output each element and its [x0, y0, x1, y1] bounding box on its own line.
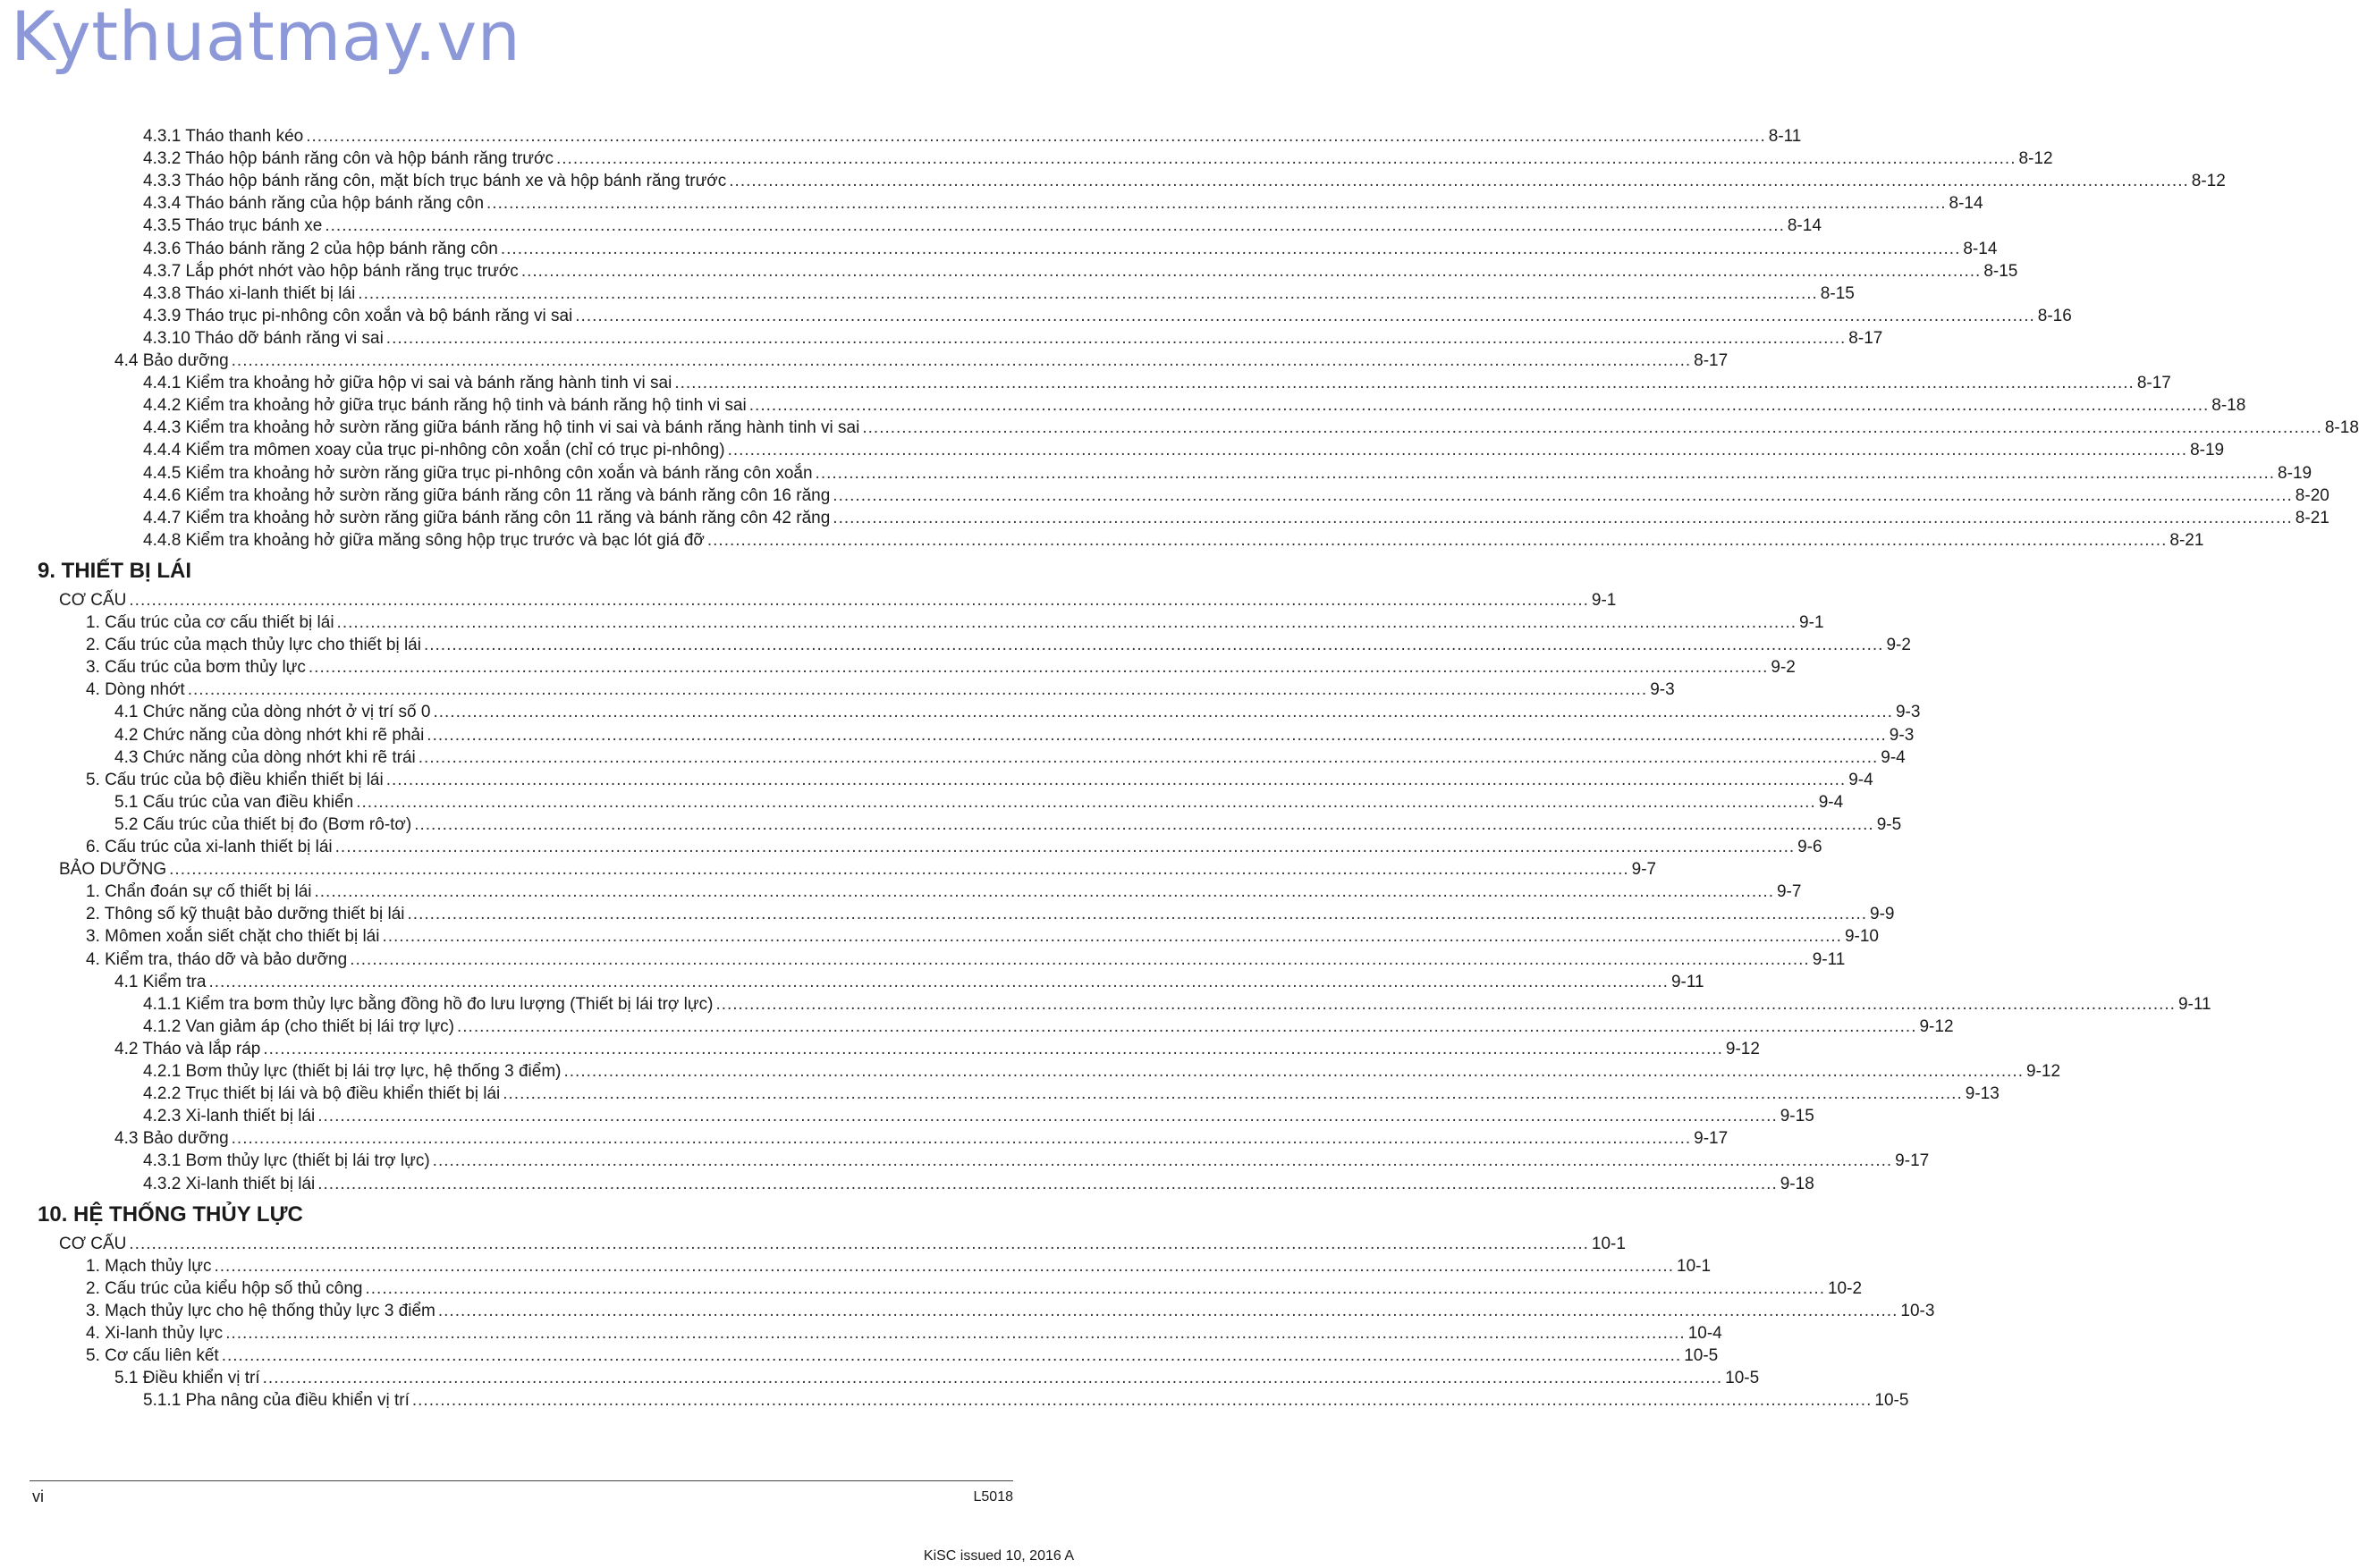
toc-entry[interactable] [86, 837, 1822, 858]
toc-entry-title: 4.3.1 Bơm thủy lực (thiết bị lái trợ lực) [143, 1151, 430, 1171]
toc-entry[interactable] [114, 972, 1704, 993]
toc-entry-page: 10-3 [1900, 1301, 1935, 1320]
dot-leader: .................................................................................................................................................................................................................................................................... [385, 328, 1847, 348]
dot-leader: .................................................................................................................................................................................................................................................................... [225, 1324, 1686, 1343]
toc-entry-title: 1. Cấu trúc của cơ cấu thiết bị lái [86, 613, 334, 632]
toc-entry[interactable] [114, 792, 1844, 814]
toc-entry-page: 9-5 [1876, 814, 1902, 834]
toc-entry-page: 9-6 [1797, 838, 1822, 856]
toc-entry-page: 10-4 [1687, 1324, 1722, 1343]
toc-entry[interactable] [114, 350, 1729, 372]
issued-note: KiSC issued 10, 2016 A [923, 1548, 1074, 1564]
dot-leader: .................................................................................................................................................................................................................................................................... [317, 1107, 1778, 1126]
dot-leader: .................................................................................................................................................................................................................................................................... [208, 972, 1669, 991]
toc-entry[interactable] [143, 1390, 1909, 1412]
dot-leader: .................................................................................................................................................................................................................................................................... [715, 994, 2176, 1014]
toc-entry-page: 9-1 [1591, 590, 1617, 610]
dot-leader: .................................................................................................................................................................................................................................................................... [411, 1391, 1873, 1411]
toc-entry-title: 4.3.3 Tháo hộp bánh răng côn, mặt bích trục bánh xe và hộp bánh răng trước [143, 172, 727, 191]
toc-entry-page: 9-13 [1965, 1084, 2000, 1104]
toc-entry-page: 8-21 [2295, 508, 2329, 527]
toc-entry-page: 9-12 [2026, 1062, 2061, 1081]
toc-entry-title: 4.4.1 Kiểm tra khoảng hở giữa hộp vi sai và bánh răng hành tinh vi sai [143, 374, 672, 393]
toc-entry-page: 10-5 [1684, 1346, 1719, 1366]
toc-entry-title: 4.3 Chức năng của dòng nhớt khi rẽ trái [114, 747, 416, 767]
toc-entry[interactable] [114, 814, 1902, 836]
toc-entry-page: 9-12 [1725, 1039, 1760, 1058]
toc-entry[interactable] [59, 590, 1617, 611]
toc-entry-title: 4.3.9 Tháo trục pi-nhông côn xoắn và bộ bánh răng vi sai [143, 306, 573, 325]
toc-entry-page: 9-17 [1895, 1151, 1930, 1171]
toc-entry[interactable] [86, 770, 1873, 791]
dot-leader: .................................................................................................................................................................................................................................................................... [263, 1039, 1723, 1058]
toc-entry-title: 4.2.2 Trục thiết bị lái và bộ điều khiển thiết bị lái [143, 1084, 501, 1104]
dot-leader: .................................................................................................................................................................................................................................................................... [308, 658, 1769, 678]
toc-entry-title: 5. Cơ cấu liên kết [86, 1346, 219, 1366]
toc-entry[interactable] [143, 440, 2225, 461]
toc-entry-page: 8-16 [2037, 306, 2072, 325]
dot-leader: .................................................................................................................................................................................................................................................................... [382, 927, 1842, 947]
toc-entry-page: 10-5 [1725, 1369, 1760, 1388]
toc-entry[interactable] [143, 239, 1998, 260]
dot-leader: .................................................................................................................................................................................................................................................................... [437, 1301, 1898, 1320]
toc-entry[interactable] [143, 1016, 1954, 1038]
toc-entry[interactable] [143, 994, 2211, 1016]
dot-leader: .................................................................................................................................................................................................................................................................... [169, 860, 1629, 880]
toc-entry-title: 4.2 Tháo và lắp ráp [114, 1039, 261, 1058]
toc-entry-title: CƠ CẤU [59, 590, 127, 610]
toc-entry-title: 4.4.7 Kiểm tra khoảng hở sườn răng giữa bánh răng côn 11 răng và bánh răng côn 42 răng [143, 508, 831, 527]
toc-entry[interactable] [143, 1106, 1814, 1127]
toc-entry-page: 8-11 [1768, 127, 1802, 146]
toc-entry-title: 4.3.1 Tháo thanh kéo [143, 127, 304, 146]
dot-leader: .................................................................................................................................................................................................................................................................... [503, 1084, 1963, 1104]
toc-entry-title: 4.4.4 Kiểm tra mômen xoay của trục pi-nhông côn xoắn (chỉ có trục pi-nhông) [143, 441, 725, 460]
toc-entry-title: 4.1.1 Kiểm tra bơm thủy lực bằng đồng hồ đo lưu lượng (Thiết bị lái trợ lực) [143, 994, 714, 1014]
toc-entry-title: 6. Cấu trúc của xi-lanh thiết bị lái [86, 838, 333, 856]
dot-leader: .................................................................................................................................................................................................................................................................... [306, 127, 1766, 146]
toc-entry[interactable] [86, 1345, 1719, 1367]
toc-entry[interactable] [86, 1301, 1935, 1322]
toc-entry-title: 4.4.6 Kiểm tra khoảng hở sườn răng giữa bánh răng côn 11 răng và bánh răng côn 16 răng [143, 485, 831, 505]
dot-leader: .................................................................................................................................................................................................................................................................... [231, 351, 1692, 370]
toc-entry[interactable] [143, 193, 1983, 215]
dot-leader: .................................................................................................................................................................................................................................................................... [336, 613, 1797, 632]
dot-leader: .................................................................................................................................................................................................................................................................... [833, 485, 2293, 505]
dot-leader: .................................................................................................................................................................................................................................................................... [358, 283, 1818, 303]
toc-entry-page: 8-18 [2211, 396, 2246, 416]
toc-entry-title: 5.1 Điều khiển vị trí [114, 1369, 260, 1388]
toc-entry[interactable] [143, 148, 2053, 170]
chapter-heading: 10. HỆ THỐNG THỦY LỰC [38, 1201, 303, 1227]
toc-entry[interactable] [59, 1234, 1626, 1255]
watermark-logo: Kythuatmay.vn [11, 0, 521, 76]
toc-entry-page: 8-12 [2018, 149, 2053, 169]
toc-entry[interactable] [143, 215, 1822, 237]
toc-entry-page: 8-19 [2190, 441, 2225, 460]
toc-entry[interactable] [143, 126, 1802, 148]
toc-entry-page: 9-7 [1776, 882, 1802, 902]
toc-entry-page: 10-2 [1827, 1278, 1863, 1298]
toc-entry-page: 9-3 [1895, 703, 1921, 722]
toc-entry-page: 9-4 [1818, 792, 1844, 812]
toc-entry-page: 9-10 [1844, 927, 1879, 947]
toc-entry-page: 9-11 [2177, 994, 2211, 1014]
dot-leader: .................................................................................................................................................................................................................................................................... [727, 441, 2188, 460]
toc-entry-title: 4.4 Bảo dưỡng [114, 351, 229, 370]
dot-leader: .................................................................................................................................................................................................................................................................... [317, 1174, 1778, 1193]
toc-entry[interactable] [114, 702, 1921, 723]
dot-leader: .................................................................................................................................................................................................................................................................... [423, 636, 1884, 655]
toc-entry-page: 8-18 [2324, 418, 2359, 438]
toc-entry[interactable] [86, 612, 1824, 634]
toc-entry[interactable] [114, 747, 1906, 769]
toc-entry-page: 9-15 [1780, 1107, 1814, 1126]
toc-entry[interactable] [114, 1128, 1729, 1150]
dot-leader: .................................................................................................................................................................................................................................................................... [325, 216, 1785, 236]
dot-leader: .................................................................................................................................................................................................................................................................... [187, 680, 1648, 700]
toc-entry-page: 8-17 [1848, 328, 1883, 348]
dot-leader: .................................................................................................................................................................................................................................................................... [314, 882, 1774, 902]
toc-entry[interactable] [143, 1061, 2061, 1083]
toc-entry-title: 4.2.1 Bơm thủy lực (thiết bị lái trợ lực, hệ thống 3 điểm) [143, 1062, 562, 1081]
toc-entry[interactable] [143, 328, 1883, 350]
toc-entry-page: 9-2 [1771, 658, 1796, 678]
footer-divider [30, 1480, 1013, 1481]
toc-entry-title: 4.3.5 Tháo trục bánh xe [143, 216, 323, 236]
toc-entry[interactable] [143, 530, 2204, 552]
toc-entry-page: 9-7 [1631, 860, 1657, 880]
toc-entry[interactable] [86, 679, 1675, 701]
toc-entry-title: 4.4.3 Kiểm tra khoảng hở sườn răng giữa bánh răng hộ tinh vi sai và bánh răng hành tinh vi sai [143, 418, 860, 438]
toc-entry-page: 8-19 [2278, 463, 2312, 483]
footer-page-number: vi [32, 1488, 44, 1505]
toc-entry-title: 4.4.2 Kiểm tra khoảng hở giữa trục bánh răng hộ tinh và bánh răng hộ tinh vi sai [143, 396, 747, 416]
toc-entry[interactable] [114, 725, 1915, 746]
toc-entry-page: 8-14 [1949, 194, 1983, 214]
toc-entry-page: 9-3 [1889, 725, 1915, 745]
dot-leader: .................................................................................................................................................................................................................................................................... [563, 1062, 2024, 1081]
toc-entry-page: 9-4 [1881, 747, 1906, 767]
toc-entry-page: 8-17 [2136, 374, 2171, 393]
toc-entry-page: 9-1 [1799, 613, 1824, 632]
toc-entry[interactable] [86, 657, 1796, 679]
toc-entry-title: 3. Cấu trúc của bơm thủy lực [86, 658, 306, 678]
toc-entry-title: 4.2 Chức năng của dòng nhớt khi rẽ phải [114, 725, 425, 745]
toc-entry-title: 4.1 Kiểm tra [114, 972, 207, 991]
toc-entry-page: 8-17 [1694, 351, 1729, 370]
toc-entry[interactable] [143, 1151, 1930, 1172]
toc-entry-title: 4.1.2 Van giảm áp (cho thiết bị lái trợ lực) [143, 1016, 454, 1036]
toc-entry[interactable] [86, 881, 1802, 903]
dot-leader: .................................................................................................................................................................................................................................................................... [433, 703, 1893, 722]
toc-entry-title: 4. Dòng nhớt [86, 680, 185, 700]
dot-leader: .................................................................................................................................................................................................................................................................... [748, 396, 2210, 416]
toc-entry-title: 4.3.2 Xi-lanh thiết bị lái [143, 1174, 316, 1193]
toc-entry[interactable] [143, 373, 2171, 394]
toc-entry[interactable] [86, 949, 1846, 971]
toc-entry[interactable] [86, 926, 1879, 948]
dot-leader: .................................................................................................................................................................................................................................................................... [500, 239, 1961, 258]
toc-entry-title: 3. Mômen xoắn siết chặt cho thiết bị lái [86, 927, 380, 947]
dot-leader: .................................................................................................................................................................................................................................................................... [418, 747, 1879, 767]
toc-entry-title: 2. Thông số kỹ thuật bảo dưỡng thiết bị lái [86, 905, 405, 924]
toc-entry[interactable] [143, 1083, 2000, 1105]
dot-leader: .................................................................................................................................................................................................................................................................... [815, 463, 2276, 483]
dot-leader: .................................................................................................................................................................................................................................................................... [414, 814, 1874, 834]
toc-entry-page: 10-1 [1591, 1234, 1626, 1253]
toc-entry-page: 8-15 [1820, 283, 1855, 303]
toc-entry-page: 8-14 [1787, 216, 1822, 236]
toc-entry[interactable] [86, 904, 1895, 925]
toc-entry-title: 1. Mạch thủy lực [86, 1256, 212, 1276]
toc-entry-title: CƠ CẤU [59, 1234, 127, 1253]
toc-entry-page: 9-12 [1919, 1016, 1954, 1036]
toc-entry[interactable] [143, 306, 2072, 327]
toc-entry-page: 9-11 [1812, 949, 1846, 969]
toc-entry-title: 5.1.1 Pha nâng của điều khiển vị trí [143, 1391, 410, 1411]
toc-entry[interactable] [143, 1174, 1814, 1195]
dot-leader: .................................................................................................................................................................................................................................................................... [833, 508, 2293, 527]
toc-entry[interactable] [86, 1256, 1712, 1277]
toc-entry-title: 4.4.8 Kiểm tra khoảng hở giữa măng sông hộp trục trước và bạc lót giá đỡ [143, 530, 705, 550]
toc-entry-title: 3. Mạch thủy lực cho hệ thống thủy lực 3 điểm [86, 1301, 435, 1320]
toc-entry-page: 10-5 [1874, 1391, 1909, 1411]
dot-leader: .................................................................................................................................................................................................................................................................... [356, 792, 1816, 812]
toc-entry-page: 9-3 [1650, 680, 1675, 700]
dot-leader: .................................................................................................................................................................................................................................................................... [427, 725, 1887, 745]
toc-entry-title: 4. Xi-lanh thủy lực [86, 1324, 224, 1343]
toc-entry-page: 8-21 [2169, 530, 2204, 550]
toc-entry-page: 9-18 [1780, 1174, 1814, 1193]
dot-leader: .................................................................................................................................................................................................................................................................... [486, 194, 1947, 214]
dot-leader: .................................................................................................................................................................................................................................................................... [575, 306, 2035, 325]
dot-leader: .................................................................................................................................................................................................................................................................... [706, 530, 2168, 550]
toc-entry-title: 4.3.2 Tháo hộp bánh răng côn và hộp bánh răng trước [143, 149, 554, 169]
toc-entry-title: 4.1 Chức năng của dòng nhớt ở vị trí số 0 [114, 703, 431, 722]
dot-leader: .................................................................................................................................................................................................................................................................... [520, 261, 1982, 281]
dot-leader: .................................................................................................................................................................................................................................................................... [231, 1129, 1692, 1149]
toc-entry-page: 8-15 [1983, 261, 2018, 281]
toc-entry-page: 9-2 [1886, 636, 1911, 655]
toc-entry[interactable] [86, 635, 1911, 656]
dot-leader: .................................................................................................................................................................................................................................................................... [385, 770, 1847, 789]
dot-leader: .................................................................................................................................................................................................................................................................... [407, 905, 1868, 924]
dot-leader: .................................................................................................................................................................................................................................................................... [674, 374, 2135, 393]
toc-entry-title: 5.1 Cấu trúc của van điều khiển [114, 792, 354, 812]
toc-entry-page: 8-14 [1963, 239, 1998, 258]
toc-entry-title: 5.2 Cấu trúc của thiết bị đo (Bơm rô-tơ) [114, 814, 412, 834]
toc-entry[interactable] [143, 508, 2329, 529]
toc-entry[interactable] [143, 485, 2329, 507]
toc-entry[interactable] [143, 395, 2246, 417]
toc-entry-title: 5. Cấu trúc của bộ điều khiển thiết bị lái [86, 770, 384, 789]
toc-entry-page: 9-4 [1848, 770, 1873, 789]
dot-leader: .................................................................................................................................................................................................................................................................... [729, 172, 2189, 191]
toc-entry-page: 10-1 [1677, 1256, 1712, 1276]
toc-entry[interactable] [86, 1323, 1722, 1345]
toc-entry-page: 8-20 [2295, 485, 2329, 505]
toc-entry-title: 4.4.5 Kiểm tra khoảng hở sườn răng giữa trục pi-nhông côn xoắn và bánh răng côn xoắn [143, 463, 813, 483]
toc-entry-page: 9-17 [1694, 1129, 1729, 1149]
toc-entry-title: BẢO DƯỠNG [59, 860, 167, 880]
toc-entry[interactable] [143, 283, 1855, 305]
dot-leader: .................................................................................................................................................................................................................................................................... [432, 1151, 1893, 1171]
dot-leader: .................................................................................................................................................................................................................................................................... [556, 149, 2017, 169]
dot-leader: .................................................................................................................................................................................................................................................................... [365, 1278, 1825, 1298]
toc-entry-title: 4.3.10 Tháo dỡ bánh răng vi sai [143, 328, 384, 348]
toc-entry-title: 4.3 Bảo dưỡng [114, 1129, 229, 1149]
toc-entry-title: 4.3.7 Lắp phớt nhớt vào hộp bánh răng trục trước [143, 261, 519, 281]
dot-leader: .................................................................................................................................................................................................................................................................... [129, 1234, 1589, 1253]
toc-entry[interactable] [59, 859, 1657, 881]
toc-entry-title: 4.3.6 Tháo bánh răng 2 của hộp bánh răng côn [143, 239, 498, 258]
toc-entry-page: 9-11 [1670, 972, 1704, 991]
toc-entry[interactable] [114, 1039, 1760, 1060]
toc-entry[interactable] [143, 417, 2359, 439]
chapter-heading: 9. THIẾT BỊ LÁI [38, 558, 192, 583]
toc-entry-title: 1. Chẩn đoán sự cố thiết bị lái [86, 882, 312, 902]
dot-leader: .................................................................................................................................................................................................................................................................... [262, 1369, 1723, 1388]
dot-leader: .................................................................................................................................................................................................................................................................... [862, 418, 2322, 438]
dot-leader: .................................................................................................................................................................................................................................................................... [221, 1346, 1682, 1366]
toc-entry-page: 8-12 [2191, 172, 2226, 191]
dot-leader: .................................................................................................................................................................................................................................................................... [214, 1256, 1674, 1276]
toc-entry-title: 4.3.8 Tháo xi-lanh thiết bị lái [143, 283, 356, 303]
toc-entry[interactable] [143, 171, 2226, 192]
toc-entry[interactable] [143, 463, 2312, 485]
toc-entry-title: 4. Kiểm tra, tháo dỡ và bảo dưỡng [86, 949, 348, 969]
toc-entry-title: 4.2.3 Xi-lanh thiết bị lái [143, 1107, 316, 1126]
toc-entry-title: 2. Cấu trúc của kiểu hộp số thủ công [86, 1278, 363, 1298]
toc-entry-title: 4.3.4 Tháo bánh răng của hộp bánh răng côn [143, 194, 485, 214]
toc-entry-title: 2. Cấu trúc của mạch thủy lực cho thiết bị lái [86, 636, 421, 655]
toc-entry[interactable] [143, 261, 2018, 282]
toc-entry[interactable] [114, 1368, 1760, 1389]
dot-leader: .................................................................................................................................................................................................................................................................... [129, 590, 1589, 610]
footer-model-code: L5018 [973, 1489, 1013, 1505]
dot-leader: .................................................................................................................................................................................................................................................................... [334, 838, 1796, 856]
toc-entry-page: 9-9 [1870, 905, 1895, 924]
dot-leader: .................................................................................................................................................................................................................................................................... [456, 1016, 1917, 1036]
toc-entry[interactable] [86, 1278, 1863, 1300]
dot-leader: .................................................................................................................................................................................................................................................................... [350, 949, 1810, 969]
